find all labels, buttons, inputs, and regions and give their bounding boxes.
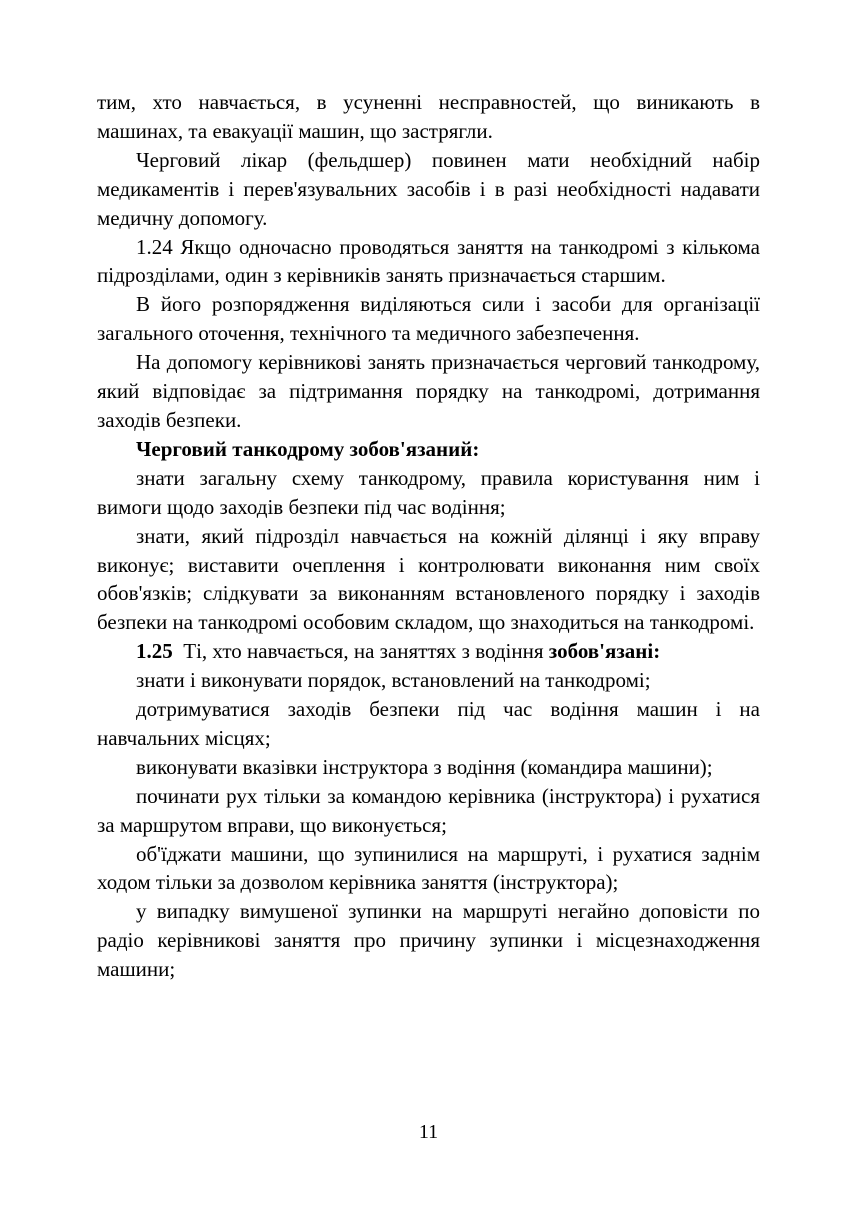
paragraph-10: знати і виконувати порядок, встановлений на танкодромі; (136, 668, 651, 693)
paragraph-3: 1.24 Якщо одночасно проводяться заняття на танкодромі з кількома підрозділами, один з керівників занять призначається старшим. (97, 234, 760, 288)
paragraph-14: об'їджати машини, що зупинилися на маршруті, і рухатися заднім ходом тільки за дозволом керівника заняття (інструктора); (97, 841, 760, 895)
paragraph-4: В його розпорядження виділяються сили і засоби для організації загального оточення, технічного та медичного забезпечення. (97, 292, 760, 346)
paragraph-13: починати рух тільки за командою керівника (інструктора) і рухатися за маршрутом вправи, що виконується; (97, 783, 760, 837)
paragraph-7: знати загальну схему танкодрому, правила користування ним і вимоги щодо заходів безпеки під час водіння; (97, 465, 760, 519)
clause-bold-end: зобов'язані: (548, 639, 661, 664)
section-heading-duty-officer: Черговий танкодрому зобов'язаний: (136, 436, 480, 461)
paragraph-2: Черговий лікар (фельдшер) повинен мати необхідний набір медикаментів і перев'язувальних засобів і в разі необхідності надавати медичну допомогу. (97, 147, 760, 230)
paragraph-5: На допомогу керівникові занять призначається черговий танкодрому, який відповідає за підтримання порядку на танкодромі, дотримання заходів безпеки. (97, 350, 760, 432)
paragraph-12: виконувати вказівки інструктора з водіння (командира машини); (136, 754, 713, 779)
page-number: 11 (418, 1121, 439, 1143)
page-body (97, 88, 760, 984)
paragraph-1: тим, хто навчається, в усуненні несправностей, що виникають в машинах, та евакуації машин, що застрягли. (97, 90, 760, 143)
clause-number: 1.25 (136, 639, 173, 664)
paragraph-15: у випадку вимушеної зупинки на маршруті негайно доповісти по радіо керівникові заняття про причину зупинки і місцезнаходження машини; (97, 899, 760, 982)
paragraph-11: дотримуватися заходів безпеки під час водіння машин і на навчальних місцях; (97, 697, 760, 750)
clause-text: Ті, хто навчається, на заняттях з водіння (183, 639, 544, 664)
paragraph-9 (97, 637, 760, 666)
paragraph-8: знати, який підрозділ навчається на кожній ділянці і яку вправу виконує; виставити очеплення і контролювати виконання ним своїх обов'язків; слідкувати за виконанням встановленого порядку і заходів безпеки на танкодромі особовим складом, що знаходиться на танкодромі. (97, 523, 760, 635)
